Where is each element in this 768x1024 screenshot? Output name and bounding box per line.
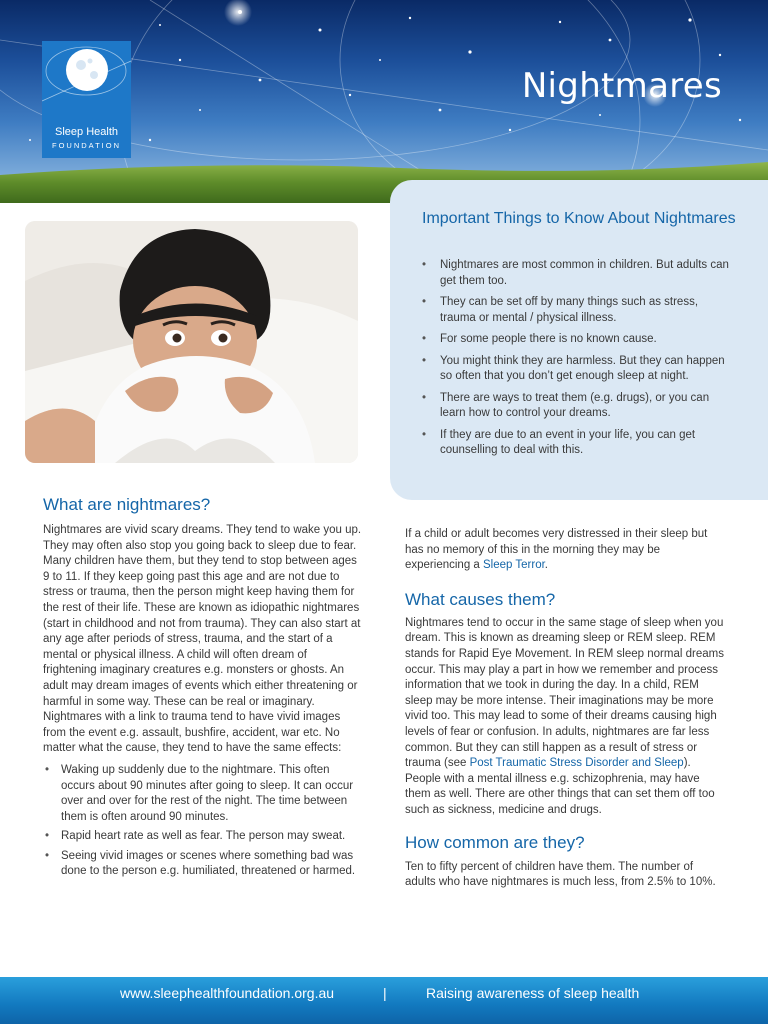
key-point-item: • For some people there is no known cause. (422, 332, 730, 348)
what-causes-text-end: ). People with a mental illness e.g. schizophrenia, may have them as well. There are other things that can set them off too such as sickness, medicine and drugs. (405, 757, 715, 816)
right-column (405, 527, 725, 891)
what-causes-body (405, 616, 725, 819)
key-point-item: • There are ways to treat them (e.g. drugs), or you can learn how to control your dreams. (422, 391, 730, 422)
sleep-terror-link[interactable]: Sleep Terror (483, 559, 545, 572)
what-causes-heading: What causes them? (405, 589, 556, 609)
footer-tagline: Raising awareness of sleep health (426, 985, 640, 1001)
ptsd-sleep-link[interactable]: Post Traumatic Stress Disorder and Sleep (469, 757, 684, 770)
key-point-item: • They can be set off by many things such as stress, trauma or mental / physical illness. (422, 295, 730, 326)
what-are-nightmares-section (43, 494, 363, 884)
sleep-terror-text: If a child or adult becomes very distressed in their sleep but has no memory of this in the morning they may be experiencing a (405, 528, 708, 572)
how-common-body: Ten to fifty percent of children have them. The number of adults who have nightmares is much less, from 2.5% to 10%. (405, 860, 716, 889)
key-points-heading: Important Things to Know About Nightmares (422, 210, 736, 227)
logo-subtitle: FOUNDATION (51, 141, 122, 150)
sleep-health-foundation-logo[interactable] (42, 41, 131, 158)
page-title: Nightmares (521, 66, 722, 106)
key-points-box (390, 180, 768, 500)
footer-bar (0, 977, 768, 1024)
effect-item: • Waking up suddenly due to the nightmare. This often occurs about 90 minutes after going to sleep. It can occur over and over for the rest of the night. The time between them is often around 90 minutes. (43, 763, 363, 825)
footer-separator: | (383, 985, 387, 1001)
key-point-item: • Nightmares are most common in children. But adults can get them too. (422, 258, 730, 289)
key-point-item: • You might think they are harmless. But they can happen so often that you don’t get enough sleep at night. (422, 354, 730, 385)
effects-list (43, 763, 363, 880)
how-common-heading: How common are they? (405, 832, 585, 852)
header-banner (0, 0, 768, 203)
sleep-terror-paragraph (405, 527, 725, 574)
frightened-man-photo (25, 221, 358, 463)
effect-item: • Seeing vivid images or scenes where something bad was done to the person e.g. humiliated, threatened or harmed. (43, 849, 363, 880)
logo-name: Sleep Health (55, 126, 118, 138)
key-points-list (422, 258, 730, 465)
key-point-item: • If they are due to an event in your life, you can get counselling to deal with this. (422, 428, 730, 459)
sleep-terror-end: . (544, 559, 548, 572)
what-causes-text: Nightmares tend to occur in the same stage of sleep when you dream. This is known as dreaming sleep or REM sleep. REM stands for Rapid Eye Movement. In REM sleep normal dreams occur. This may play a part in how we remember and process information that we took in during the day. In a child, REM sleep may be more intense. Their imaginations may be more vivid too. This may lead to some of their dreams causing high levels of fear or confusion. In adults, nightmares are far less common. But they can still happen as a result of stress or trauma (see (405, 616, 724, 770)
what-are-nightmares-heading: What are nightmares? (43, 495, 211, 514)
effect-item: • Rapid heart rate as well as fear. The person may sweat. (43, 829, 363, 845)
footer-website-link[interactable]: www.sleephealthfoundation.org.au (120, 985, 335, 1001)
what-are-nightmares-body: Nightmares are vivid scary dreams. They tend to wake you up. They may often also stop you going back to sleep due to fear. Many children have them, but they tend to stop between ages 9 to 11. If they keep going past this age and are not due to stress or trauma, then the person might keep having them for the rest of their life. These are known as idiopathic nightmares (start in childhood and not from trauma). They can also start at any age after periods of stress, trauma, and the start of a mental or physical illness. A child will often dream of frightening imaginary creatures e.g. monsters or ghosts. An adult may dream images of events which either threatening or harmful in some way. These can be real or imaginary. Nightmares with a link to trauma tend to have vivid images from the event e.g. assault, bushfire, accident, war etc. No matter what the cause, they tend to have the same effects: (43, 524, 362, 755)
